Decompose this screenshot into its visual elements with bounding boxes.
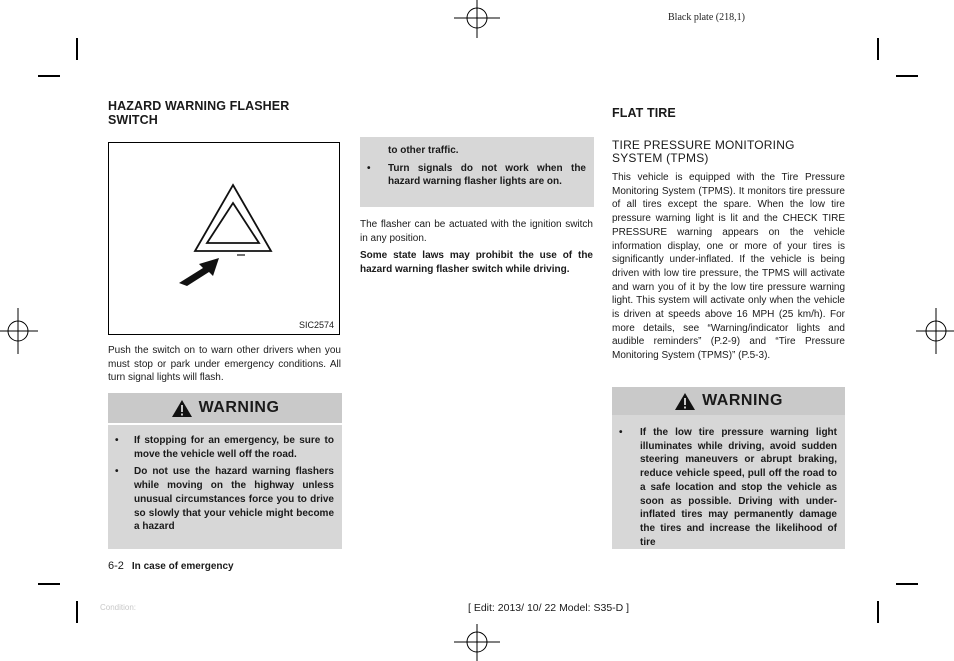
warning-triangle-icon xyxy=(171,399,193,418)
warning-item: • If stopping for an emergency, be sure to move the vehicle well off the road. xyxy=(115,435,334,460)
warning-header-left xyxy=(108,393,342,423)
warning-item: • Do not use the hazard warning flashers while moving on the highway unless unusual circumstances force you to drive so slowly that your vehicle might become a hazard xyxy=(115,466,334,533)
hazard-paragraph: Push the switch on to warn other drivers when you must stop or park under emergency conditions. All turn signal lights will flash. xyxy=(108,345,341,384)
plate-label: Black plate (218,1) xyxy=(668,12,745,23)
warning-triangle-icon xyxy=(674,392,696,411)
page-number: 6-2 xyxy=(108,560,124,572)
condition-label: Condition: xyxy=(100,603,137,612)
warning-title: WARNING xyxy=(198,399,280,416)
state-laws-paragraph: Some state laws may prohibit the use of the hazard warning flasher switch while driving. xyxy=(360,250,593,275)
warning-body-left xyxy=(108,425,342,549)
warning-title: WARNING xyxy=(702,392,783,409)
warning-item: • If the low tire pressure warning light illuminates while driving, avoid sudden steering maneuvers or abrupt braking, reduce vehicle speed, pull off the road to a safe location and stop the vehicle as soon as possible. Driving with under-inflated tires may permanently damage the tires and increase the likelihood of tire xyxy=(619,427,837,548)
registration-mark-left xyxy=(0,306,40,356)
subsection-title-tpms: TIRE PRESSURE MONITORING SYSTEM (TPMS) xyxy=(612,138,795,165)
warning-item: • Turn signals do not work when the hazard warning flasher lights are on. xyxy=(367,162,586,188)
chapter-name: In case of emergency xyxy=(131,561,234,572)
hazard-switch-figure xyxy=(108,142,340,335)
warning-item: to other traffic. xyxy=(388,145,459,156)
warning-body-middle xyxy=(360,137,594,207)
warning-header-right xyxy=(612,387,845,415)
registration-mark-bottom xyxy=(452,624,502,661)
tpms-paragraph: This vehicle is equipped with the Tire Pressure Monitoring System (TPMS). It monitors tire pressure of all tires except the spare. When the low tire pressure warning light is lit and the CHECK TIRE PRESSURE warning appears on the vehicle information display, one or more of your tires is significantly under-inflated. If the vehicle is being driven with low tire pressure, the TPMS will activate and warn you of it by the low tire pressure warning light. This system will activate only when the vehicle is driven at speeds above 16 MPH (25 km/h). For more details, see “Warning/indicator lights and audible reminders” (P.2-9) and “Tire Pressure Monitoring System (TPMS)” (P.5-3). xyxy=(612,172,845,362)
warning-body-right xyxy=(612,415,845,549)
registration-mark-top xyxy=(452,0,502,40)
section-title-flat-tire: FLAT TIRE xyxy=(612,106,676,120)
page-footer xyxy=(108,560,234,572)
figure-label: SIC2574 xyxy=(298,320,334,330)
section-title-hazard: HAZARD WARNING FLASHER SWITCH xyxy=(108,99,290,127)
edit-info: [ Edit: 2013/ 10/ 22 Model: S35-D ] xyxy=(468,602,630,614)
flasher-paragraph: The flasher can be actuated with the ignition switch in any position. xyxy=(360,219,593,244)
press-arrow-icon xyxy=(109,143,341,336)
registration-mark-right xyxy=(914,306,954,356)
